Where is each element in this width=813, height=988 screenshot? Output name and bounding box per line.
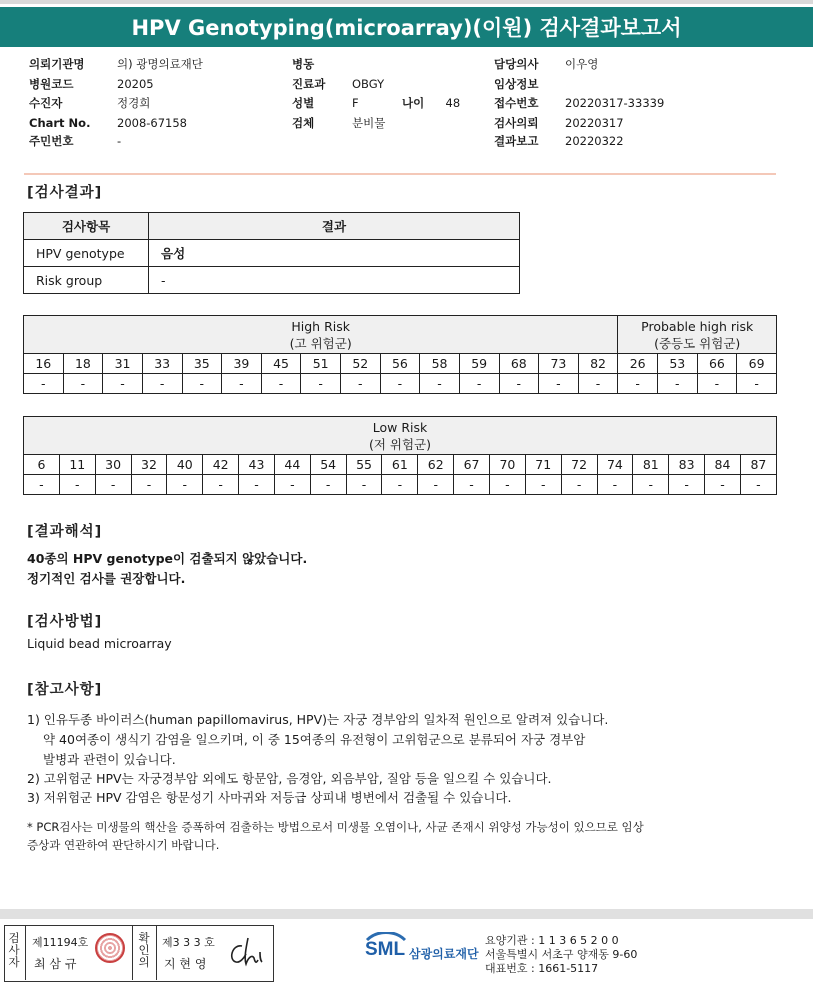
genotype-result-cell: - [737, 374, 777, 394]
info-value: F [352, 96, 359, 110]
info-label: 검체 [292, 116, 315, 130]
signature-divider [156, 926, 157, 980]
genotype-cell: 53 [658, 354, 698, 374]
info-field [292, 57, 352, 71]
genotype-cell: 11 [59, 455, 95, 475]
genotype-cell: 83 [669, 455, 705, 475]
sml-logo-text: SML [365, 939, 406, 960]
info-label: 검사의뢰 [494, 116, 539, 130]
high-risk-table [23, 315, 777, 394]
info-value: 의) 광명의료재단 [117, 57, 203, 71]
low-types-row [24, 455, 777, 475]
high-risk-title: High Risk [291, 319, 350, 334]
genotype-cell: 40 [167, 455, 203, 475]
row-item-genotype: HPV genotype [24, 240, 149, 267]
genotype-cell: 43 [239, 455, 275, 475]
interpretation-line-1: 40종의 HPV genotype이 검출되지 않았습니다. [27, 551, 308, 566]
genotype-cell: 69 [737, 354, 777, 374]
genotype-cell: 68 [499, 354, 539, 374]
genotype-result-cell: - [341, 374, 381, 394]
genotype-cell: 52 [341, 354, 381, 374]
low-risk-header [24, 417, 777, 455]
genotype-cell: 67 [454, 455, 490, 475]
genotype-result-cell: - [658, 374, 698, 394]
low-results-row [24, 475, 777, 495]
tester-seal-icon [95, 933, 125, 963]
genotype-result-cell: - [705, 475, 741, 495]
genotype-result-cell: - [63, 374, 103, 394]
risk-header-row [24, 316, 777, 354]
header-test-item: 검사항목 [24, 213, 149, 240]
probable-risk-subtitle: (중등도 위험군) [654, 335, 741, 351]
genotype-cell: 32 [131, 455, 167, 475]
genotype-result-cell: - [618, 374, 658, 394]
genotype-cell: 81 [633, 455, 669, 475]
low-risk-table [23, 416, 777, 495]
info-field [494, 134, 624, 148]
result-table-header [24, 213, 520, 240]
info-field [494, 77, 565, 91]
genotype-result-cell: - [561, 475, 597, 495]
genotype-result-cell: - [142, 374, 182, 394]
genotype-cell: 42 [203, 455, 239, 475]
genotype-result-cell: - [489, 475, 525, 495]
genotype-cell: 73 [539, 354, 579, 374]
info-field [292, 116, 385, 130]
genotype-cell: 71 [525, 455, 561, 475]
info-field [29, 134, 121, 148]
genotype-result-cell: - [382, 475, 418, 495]
genotype-result-cell: - [95, 475, 131, 495]
note-line-2: 증상과 연관하여 판단하시기 바랍니다. [27, 838, 220, 852]
tester-vertical-label: 검사자 [8, 931, 20, 969]
table-row [24, 267, 520, 294]
genotype-result-cell: - [274, 475, 310, 495]
genotype-result-cell: - [131, 475, 167, 495]
org-address: 서울특별시 서초구 양재동 9-60 [485, 948, 638, 961]
high-types-row [24, 354, 777, 374]
reference-line-2: 약 40여종이 생식기 감염을 일으키며, 이 중 15여종의 유전형이 고위험군으로 분류되어 자궁 경부암 [43, 732, 586, 747]
genotype-result-cell: - [454, 475, 490, 495]
org-phone: 대표번호 : 1661-5117 [485, 962, 599, 975]
genotype-cell: 74 [597, 455, 633, 475]
info-label: 의뢰기관명 [29, 57, 85, 71]
genotype-cell: 44 [274, 455, 310, 475]
genotype-cell: 45 [261, 354, 301, 374]
note-line-1: * PCR검사는 미생물의 핵산을 증폭하여 검출하는 방법으로서 미생물 오염이나, 사균 존재시 위양성 가능성이 있으므로 임상 [27, 820, 644, 834]
reference-section-title: [참고사항] [27, 682, 103, 698]
info-field [29, 77, 154, 91]
info-value: 20220317-33339 [565, 96, 665, 110]
genotype-cell: 87 [740, 455, 776, 475]
info-value: 20220322 [565, 134, 624, 148]
info-field [494, 116, 624, 130]
genotype-result-cell: - [418, 475, 454, 495]
confirmer-license: 제3 3 3 호 [162, 936, 215, 949]
genotype-result-cell: - [420, 374, 460, 394]
info-label: 결과보고 [494, 134, 539, 148]
header-result: 결과 [149, 213, 520, 240]
age-label: 나이 [402, 96, 425, 110]
tester-name: 최 삼 규 [34, 957, 77, 971]
info-value: 정경희 [117, 96, 151, 110]
genotype-result-cell: - [578, 374, 618, 394]
genotype-cell: 31 [103, 354, 143, 374]
genotype-result-cell: - [539, 374, 579, 394]
genotype-cell: 55 [346, 455, 382, 475]
reference-line-4: 2) 고위험군 HPV는 자궁경부암 외에도 항문암, 음경암, 외음부암, 질암 등을 일으킬 수 있습니다. [27, 771, 552, 786]
genotype-result-cell: - [697, 374, 737, 394]
confirmer-name: 지 현 영 [164, 957, 207, 971]
interpretation-line-2: 정기적인 검사를 권장합니다. [27, 571, 186, 586]
genotype-result-cell: - [310, 475, 346, 495]
info-value: 분비물 [352, 116, 386, 130]
info-value: 2008-67158 [117, 116, 187, 130]
genotype-cell: 62 [418, 455, 454, 475]
section-divider [24, 173, 776, 175]
sml-logo [365, 932, 407, 962]
genotype-result-cell: - [499, 374, 539, 394]
info-field [29, 96, 150, 110]
info-label: 성별 [292, 96, 315, 110]
result-table [23, 212, 520, 294]
confirmer-vertical-label: 확인의 [138, 931, 150, 969]
genotype-cell: 16 [24, 354, 64, 374]
signature-divider [25, 926, 26, 980]
info-field [292, 77, 384, 91]
info-label: 병원코드 [29, 77, 74, 91]
info-value: - [117, 134, 122, 148]
report-title: HPV Genotyping(microarray)(이원) 검사결과보고서 [0, 7, 813, 47]
low-risk-subtitle: (저 위험군) [368, 437, 432, 452]
method-section-title: [검사방법] [27, 614, 103, 630]
genotype-result-cell: - [380, 374, 420, 394]
genotype-result-cell: - [740, 475, 776, 495]
genotype-result-cell: - [24, 475, 60, 495]
genotype-result-cell: - [346, 475, 382, 495]
info-field [494, 57, 598, 71]
footer-divider [0, 909, 813, 919]
info-value: 20205 [117, 77, 154, 91]
genotype-result-cell: - [182, 374, 222, 394]
reference-line-1: 1) 인유두종 바이러스(human papillomavirus, HPV)는 자궁 경부암의 일차적 원인으로 알려져 있습니다. [27, 712, 609, 727]
info-value: OBGY [352, 77, 385, 91]
genotype-result-cell: - [103, 374, 143, 394]
genotype-cell: 35 [182, 354, 222, 374]
genotype-cell: 18 [63, 354, 103, 374]
method-text: Liquid bead microarray [27, 636, 172, 651]
genotype-result-cell: - [261, 374, 301, 394]
genotype-result-cell: - [459, 374, 499, 394]
agency-code: 요양기관 : 1 1 3 6 5 2 0 0 [485, 934, 619, 947]
genotype-result-cell: - [203, 475, 239, 495]
high-risk-subtitle: (고 위험군) [289, 336, 352, 351]
signature-divider [132, 926, 133, 980]
info-label: 접수번호 [494, 96, 539, 110]
genotype-cell: 6 [24, 455, 60, 475]
high-results-row [24, 374, 777, 394]
genotype-cell: 39 [222, 354, 262, 374]
genotype-result-cell: - [239, 475, 275, 495]
risk-header-row [24, 417, 777, 455]
info-label: Chart No. [29, 116, 91, 130]
genotype-cell: 59 [459, 354, 499, 374]
genotype-cell: 30 [95, 455, 131, 475]
info-label: 병동 [292, 57, 315, 71]
genotype-cell: 72 [561, 455, 597, 475]
low-risk-title: Low Risk [372, 420, 428, 435]
interpretation-section-title: [결과해석] [27, 524, 103, 540]
info-label: 임상정보 [494, 77, 539, 91]
probable-risk-header [618, 316, 777, 354]
info-field [29, 116, 187, 130]
genotype-cell: 58 [420, 354, 460, 374]
genotype-result-cell: - [222, 374, 262, 394]
result-section-title: [검사결과] [27, 185, 103, 201]
genotype-result-cell: - [301, 374, 341, 394]
table-row [24, 240, 520, 267]
genotype-cell: 82 [578, 354, 618, 374]
genotype-cell: 54 [310, 455, 346, 475]
genotype-result-cell: - [24, 374, 64, 394]
info-value: 이우영 [565, 57, 599, 71]
genotype-cell: 61 [382, 455, 418, 475]
row-result-genotype: 음성 [149, 240, 520, 267]
reference-line-3: 발병과 관련이 있습니다. [43, 752, 176, 767]
row-result-risk-group: - [149, 267, 520, 294]
genotype-cell: 51 [301, 354, 341, 374]
info-label: 진료과 [292, 77, 326, 91]
row-item-risk-group: Risk group [24, 267, 149, 294]
org-name: 삼광의료재단 [409, 947, 479, 961]
info-field [29, 57, 203, 71]
info-field [494, 96, 664, 110]
high-risk-header [24, 316, 618, 354]
info-label: 주민번호 [29, 134, 74, 148]
age-value: 48 [445, 96, 461, 110]
genotype-result-cell: - [669, 475, 705, 495]
age-field [402, 96, 460, 110]
genotype-result-cell: - [597, 475, 633, 495]
genotype-cell: 84 [705, 455, 741, 475]
genotype-cell: 70 [489, 455, 525, 475]
confirmer-signature-icon [222, 928, 268, 974]
genotype-result-cell: - [633, 475, 669, 495]
genotype-cell: 33 [142, 354, 182, 374]
probable-risk-title: Probable high risk [641, 318, 754, 334]
genotype-result-cell: - [59, 475, 95, 495]
top-border [0, 0, 813, 4]
genotype-result-cell: - [167, 475, 203, 495]
genotype-cell: 66 [697, 354, 737, 374]
genotype-cell: 56 [380, 354, 420, 374]
genotype-cell: 26 [618, 354, 658, 374]
info-label: 수진자 [29, 96, 63, 110]
genotype-result-cell: - [525, 475, 561, 495]
reference-line-5: 3) 저위험군 HPV 감염은 항문성기 사마귀와 저등급 상피내 병변에서 검출될 수 있습니다. [27, 790, 512, 805]
tester-license: 제11194호 [32, 936, 89, 949]
info-label: 담당의사 [494, 57, 539, 71]
info-field [292, 96, 359, 110]
info-value: 20220317 [565, 116, 624, 130]
